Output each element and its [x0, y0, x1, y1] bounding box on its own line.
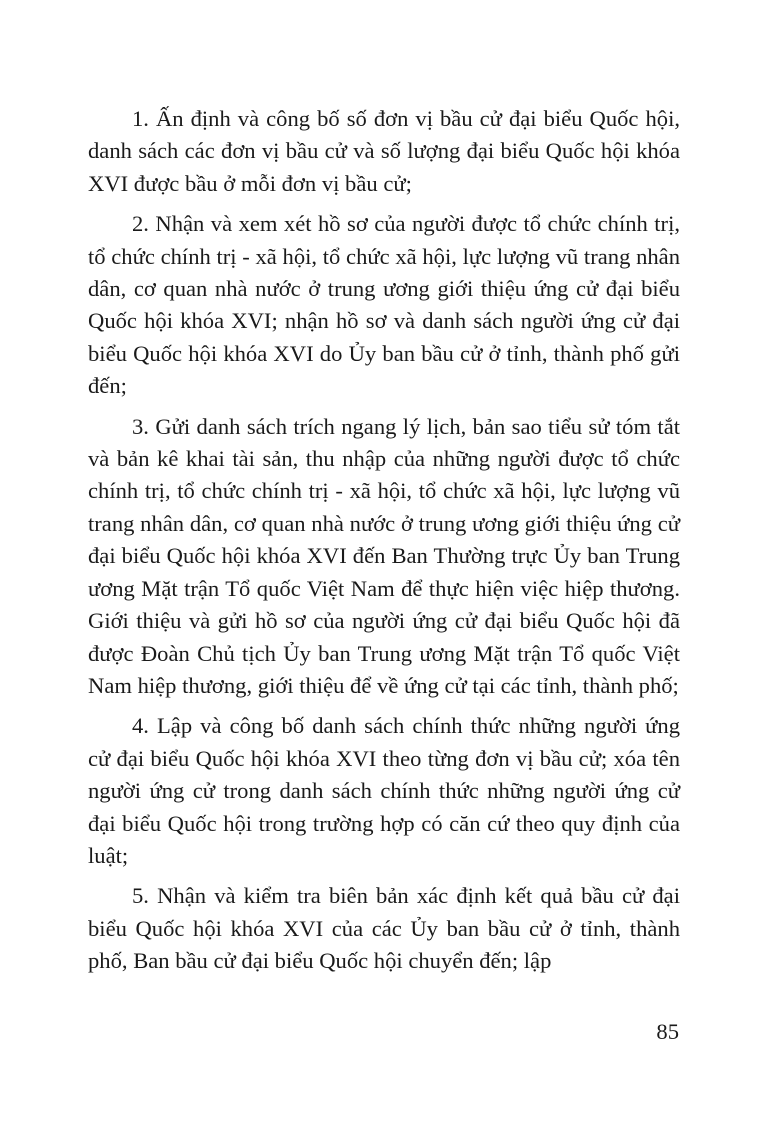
page-body	[88, 103, 680, 978]
paragraph-2: 2. Nhận và xem xét hồ sơ của người được tổ chức chính trị, tổ chức chính trị - xã hội, tổ chức xã hội, lực lượng vũ trang nhân dân, cơ quan nhà nước ở trung ương giới thiệu ứng cử đại biểu Quốc hội khóa XVI; nhận hồ sơ và danh sách người ứng cử đại biểu Quốc hội khóa XVI do Ủy ban bầu cử ở tỉnh, thành phố gửi đến;	[88, 211, 680, 399]
paragraph-3: 3. Gửi danh sách trích ngang lý lịch, bản sao tiểu sử tóm tắt và bản kê khai tài sản, thu nhập của những người được tổ chức chính trị, tổ chức chính trị - xã hội, tổ chức xã hội, lực lượng vũ trang nhân dân, cơ quan nhà nước ở trung ương giới thiệu ứng cử đại biểu Quốc hội khóa XVI đến Ban Thường trực Ủy ban Trung ương Mặt trận Tổ quốc Việt Nam để thực hiện việc hiệp thương. Giới thiệu và gửi hồ sơ của người ứng cử đại biểu Quốc hội đã được Đoàn Chủ tịch Ủy ban Trung ương Mặt trận Tổ quốc Việt Nam hiệp thương, giới thiệu để về ứng cử tại các tỉnh, thành phố;	[88, 413, 680, 698]
paragraph-5: 5. Nhận và kiểm tra biên bản xác định kết quả bầu cử đại biểu Quốc hội khóa XVI của các Ủy ban bầu cử ở tỉnh, thành phố, Ban bầu cử đại biểu Quốc hội chuyển đến; lập	[88, 883, 680, 974]
paragraph-4: 4. Lập và công bố danh sách chính thức những người ứng cử đại biểu Quốc hội khóa XVI theo từng đơn vị bầu cử; xóa tên người ứng cử trong danh sách chính thức những người ứng cử đại biểu Quốc hội trong trường hợp có căn cứ theo quy định của luật;	[88, 713, 680, 868]
page-number: 85	[656, 1019, 679, 1044]
paragraph-1: 1. Ấn định và công bố số đơn vị bầu cử đại biểu Quốc hội, danh sách các đơn vị bầu cử và số lượng đại biểu Quốc hội khóa XVI được bầu ở mỗi đơn vị bầu cử;	[88, 106, 680, 196]
